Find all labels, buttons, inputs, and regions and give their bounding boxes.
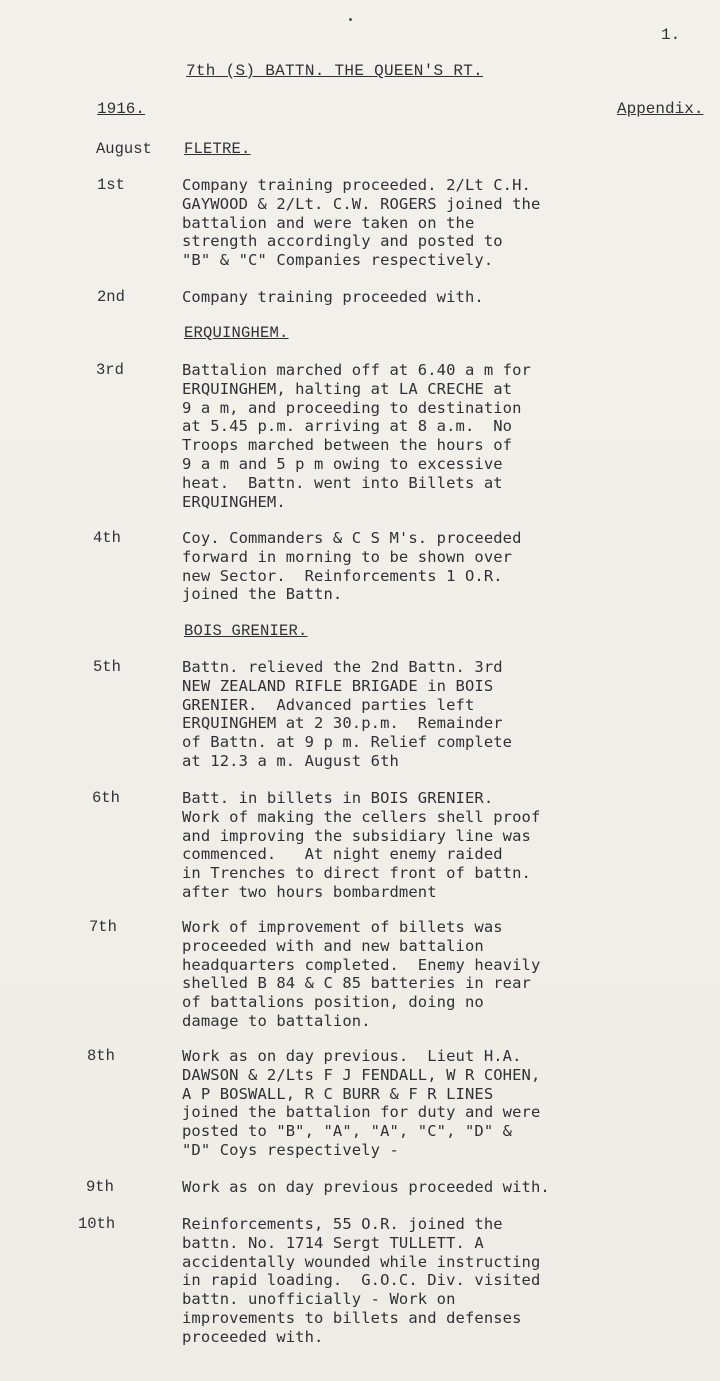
page-number: 1. <box>661 26 681 44</box>
entry-text: Company training proceeded with. <box>182 288 484 306</box>
location-heading-erquinghem: ERQUINGHEM. <box>184 324 289 342</box>
entry-day: 3rd <box>96 361 124 379</box>
location-heading-bois-grenier: BOIS GRENIER. <box>184 622 308 640</box>
entry-text: Battalion marched off at 6.40 a m for ERQUINGHEM, halting at LA CRECHE at 9 a m, and proceeding to destination at 5.45 p.m. arriving at 8 a.m. No Troops marched between the hours of 9 a m and 5 p m owing to excessive heat. Battn. went into Billets at ERQUINGHEM. <box>182 361 531 511</box>
entry-day: 7th <box>89 918 117 936</box>
entry-text: Work as on day previous. Lieut H.A. DAWSON & 2/Lts F J FENDALL, W R COHEN, A P BOSWALL, R C BURR & F R LINES joined the battalion for duty and were posted to "B", "A", "A", "C", "D" & "D" Coys respectively - <box>182 1047 541 1159</box>
page-title: 7th (S) BATTN. THE QUEEN'S RT. <box>186 62 484 80</box>
ink-dot <box>349 18 352 21</box>
entry-text: Work of improvement of billets was proceeded with and new battalion headquarters completed. Enemy heavily shelled B 84 & C 85 batteries in rear of battalions position, doing no damage to battalion. <box>182 918 541 1030</box>
entry-day: 4th <box>93 529 121 547</box>
entry-text: Company training proceeded. 2/Lt C.H. GAYWOOD & 2/Lt. C.W. ROGERS joined the battalion and were taken on the strength accordingly and posted to "B" & "C" Companies respectively. <box>182 176 541 270</box>
entry-text: Batt. in billets in BOIS GRENIER. Work of making the cellers shell proof and improving the subsidiary line was commenced. At night enemy raided in Trenches to direct front of battn. after two hours bombardment <box>182 789 541 901</box>
entry-day: 2nd <box>97 288 125 306</box>
entry-day: 10th <box>78 1215 116 1233</box>
entry-day: 1st <box>97 176 125 194</box>
entry-text: Reinforcements, 55 O.R. joined the battn. No. 1714 Sergt TULLETT. A accidentally wounded while instructing in rapid loading. G.O.C. Div. visited battn. unofficially - Work on improvements to billets and defenses proceeded with. <box>182 1215 541 1346</box>
entry-day: 5th <box>93 658 121 676</box>
month-label: August <box>96 140 152 158</box>
location-heading-fletre: FLETRE. <box>184 140 251 158</box>
appendix-label: Appendix. <box>617 100 704 118</box>
entry-day: 6th <box>92 789 120 807</box>
year-heading: 1916. <box>97 100 146 118</box>
entry-text: Work as on day previous proceeded with. <box>182 1178 550 1196</box>
entry-text: Battn. relieved the 2nd Battn. 3rd NEW ZEALAND RIFLE BRIGADE in BOIS GRENIER. Advanced parties left ERQUINGHEM at 2 30.p.m. Remainder of Battn. at 9 p m. Relief complete at 12.3 a m. August 6th <box>182 658 513 770</box>
entry-text: Coy. Commanders & C S M's. proceeded forward in morning to be shown over new Sector. Reinforcements 1 O.R. joined the Battn. <box>182 529 522 604</box>
entry-day: 8th <box>87 1047 115 1065</box>
entry-day: 9th <box>86 1178 114 1196</box>
